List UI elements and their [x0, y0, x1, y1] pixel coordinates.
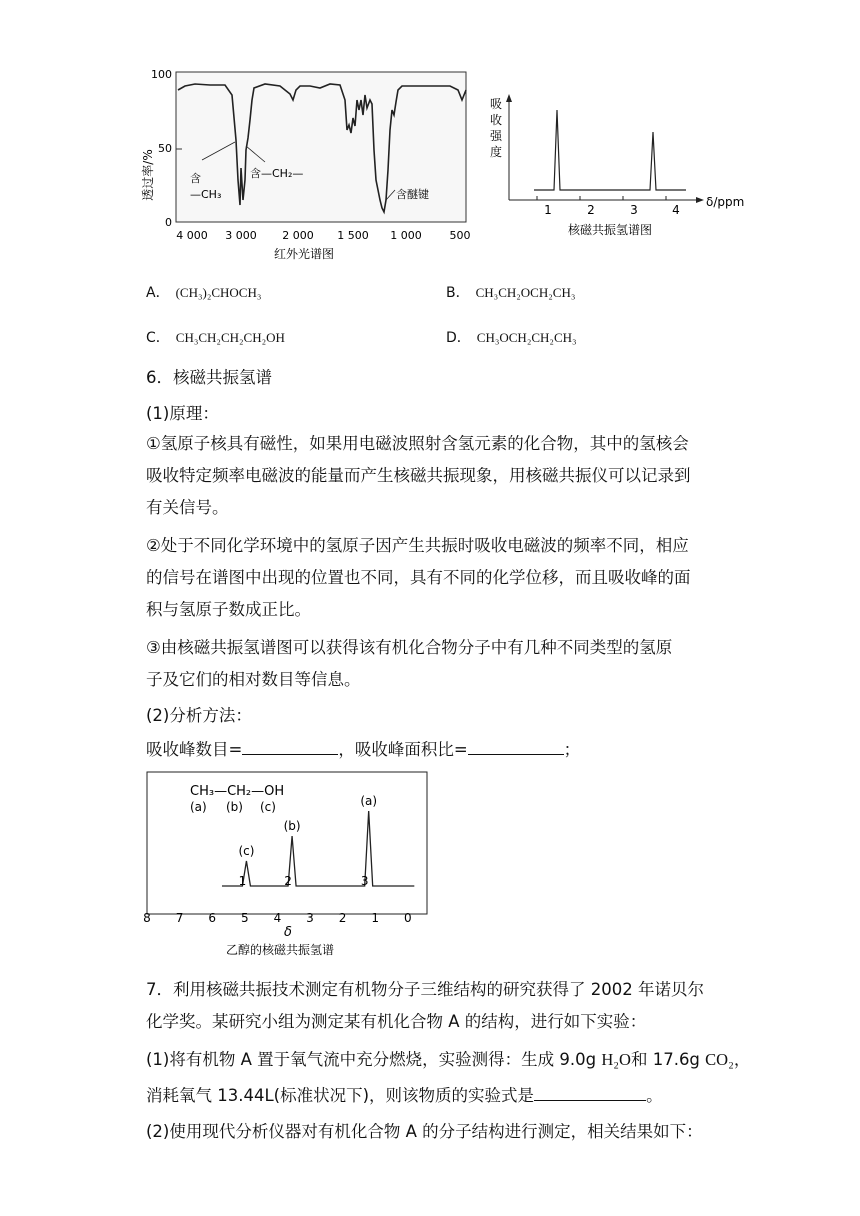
nmr-x-unit: δ/ppm — [706, 195, 745, 209]
ir-spectrum-chart — [140, 60, 480, 270]
nmr-x-tick: 4 — [672, 203, 680, 217]
option-formula: CH₃CH₂OCH₂CH₃ — [475, 285, 576, 300]
ethanol-x-label: δ — [284, 925, 292, 940]
formula-h2o: H₂O — [601, 1050, 631, 1069]
principle-text: ②处于不同化学环境中的氢原子因产生共振时吸收电磁波的频率不同，相应 — [146, 536, 689, 555]
option-formula: (CH₃)₂CHOCH₃ — [175, 285, 262, 300]
q7-part1 — [146, 1050, 750, 1070]
ethanol-x-tick: 0 — [403, 911, 412, 925]
q7-line1: 7．利用核磁共振技术测定有机物分子三维结构的研究获得了 2002 年诺贝尔 — [146, 980, 704, 999]
nmr-y-label-char: 度 — [489, 145, 503, 159]
nmr-caption: 核磁共振氢谱图 — [567, 223, 653, 237]
fill-label-peaks: 吸收峰数目= — [146, 740, 243, 759]
group-label: (c) — [260, 800, 276, 814]
principle-text: 的信号在谱图中出现的位置也不同，具有不同的化学位移，而且吸收峰的面 — [146, 568, 691, 587]
ir-y-tick-100: 100 — [151, 68, 172, 81]
nmr-y-label-char: 强 — [489, 129, 503, 143]
ethanol-structure: CH₃—CH₂—OH — [190, 784, 285, 799]
ir-annotation-ch2: 含—CH₂— — [250, 167, 304, 180]
empirical-formula-blank[interactable] — [534, 1086, 646, 1101]
ethanol-x-tick: 5 — [240, 911, 249, 925]
ir-annotation-ch3-a: 含 — [190, 172, 201, 185]
fill-end: ； — [563, 740, 581, 759]
ir-x-tick: 2 000 — [282, 229, 314, 242]
nmr-x-tick: 1 — [544, 203, 552, 217]
ethanol-x-tick: 6 — [208, 911, 217, 925]
nmr-y-label-char: 收 — [489, 113, 503, 127]
peak-area-label: 2 — [284, 874, 292, 888]
principle-text: 有关信号。 — [146, 498, 229, 517]
ethanol-x-tick: 2 — [338, 911, 347, 925]
peak-area-label: 3 — [360, 874, 369, 888]
ir-y-tick-50: 50 — [158, 142, 172, 155]
principle-text: 积与氢原子数成正比。 — [146, 600, 311, 619]
nmr-x-tick: 2 — [587, 203, 595, 217]
ethanol-plot-frame — [147, 772, 427, 914]
q7-line2: 化学奖。某研究小组为测定某有机化合物 A 的结构，进行如下实验： — [146, 1012, 647, 1031]
option-letter: A． — [146, 285, 170, 301]
option-formula: CH₃CH₂CH₂CH₂OH — [175, 330, 285, 345]
peak-count-blank[interactable] — [242, 740, 338, 755]
option-a[interactable] — [146, 282, 261, 302]
area-ratio-blank[interactable] — [468, 740, 564, 755]
nmr-spectrum-chart — [482, 90, 752, 250]
fill-blank-line — [146, 740, 580, 760]
principle-text: ①氢原子核具有磁性，如果用电磁波照射含氢元素的化合物，其中的氢核会 — [146, 434, 689, 453]
ir-caption: 红外光谱图 — [273, 247, 335, 261]
peak-area-label: 1 — [238, 874, 247, 888]
principle-text: 子及它们的相对数目等信息。 — [146, 670, 361, 689]
part1-text: ， — [733, 1050, 751, 1069]
part1-text: 消耗氧气 13.44L(标准状况下)，则该物质的实验式是 — [146, 1086, 535, 1105]
ir-y-tick-0: 0 — [165, 216, 172, 229]
peak-label: (a) — [360, 794, 378, 808]
formula-co2: CO₂ — [705, 1050, 734, 1069]
part1-text: (1)将有机物 A 置于氧气流中充分燃烧，实验测得：生成 9.0g — [146, 1050, 597, 1069]
principle-text: ③由核磁共振氢谱图可以获得该有机化合物分子中有几种不同类型的氢原 — [146, 638, 673, 657]
group-label: (a) — [190, 800, 207, 814]
option-b[interactable] — [446, 282, 575, 302]
nmr-trace — [534, 110, 686, 190]
peak-label: (c) — [238, 844, 255, 858]
ethanol-x-tick: 8 — [143, 911, 151, 925]
option-d[interactable] — [446, 327, 577, 347]
method-title: (2)分析方法： — [146, 706, 252, 725]
ir-x-tick: 500 — [449, 229, 471, 242]
principle-title: (1)原理： — [146, 404, 219, 423]
ir-y-axis-label: 透过率/% — [141, 149, 155, 201]
peak-label: (b) — [283, 819, 301, 833]
q7-part2: (2)使用现代分析仪器对有机化合物 A 的分子结构进行测定，相关结果如下： — [146, 1122, 703, 1141]
ir-x-tick: 4 000 — [176, 229, 208, 242]
ir-annotation-ether: 含醚键 — [396, 188, 429, 201]
option-letter: B． — [446, 285, 470, 301]
ir-x-tick: 1 000 — [390, 229, 422, 242]
option-letter: C． — [146, 330, 170, 346]
ethanol-nmr-chart — [138, 770, 438, 962]
principle-text: 吸收特定频率电磁波的能量而产生核磁共振现象，用核磁共振仪可以记录到 — [146, 466, 691, 485]
ethanol-x-tick: 7 — [175, 911, 184, 925]
ethanol-caption: 乙醇的核磁共振氢谱 — [225, 943, 335, 957]
ethanol-x-tick: 1 — [371, 911, 380, 925]
option-c[interactable] — [146, 327, 285, 347]
option-formula: CH₃OCH₂CH₂CH₃ — [476, 330, 577, 345]
ethanol-x-tick: 4 — [273, 911, 282, 925]
section6-title: 6．核磁共振氢谱 — [146, 368, 272, 387]
part1-end: 。 — [646, 1086, 663, 1105]
ir-annotation-ch3-b: —CH₃ — [190, 188, 222, 201]
part1-text: 和 17.6g — [630, 1050, 700, 1069]
ethanol-x-tick: 3 — [306, 911, 314, 925]
nmr-y-label-char: 吸 — [489, 97, 503, 111]
nmr-x-tick: 3 — [630, 203, 638, 217]
q7-part1-line2 — [146, 1086, 663, 1106]
fill-label-area: ，吸收峰面积比= — [338, 740, 468, 759]
ir-x-tick: 3 000 — [225, 229, 257, 242]
option-letter: D． — [446, 330, 471, 346]
ir-x-tick: 1 500 — [337, 229, 369, 242]
group-label: (b) — [226, 800, 243, 814]
